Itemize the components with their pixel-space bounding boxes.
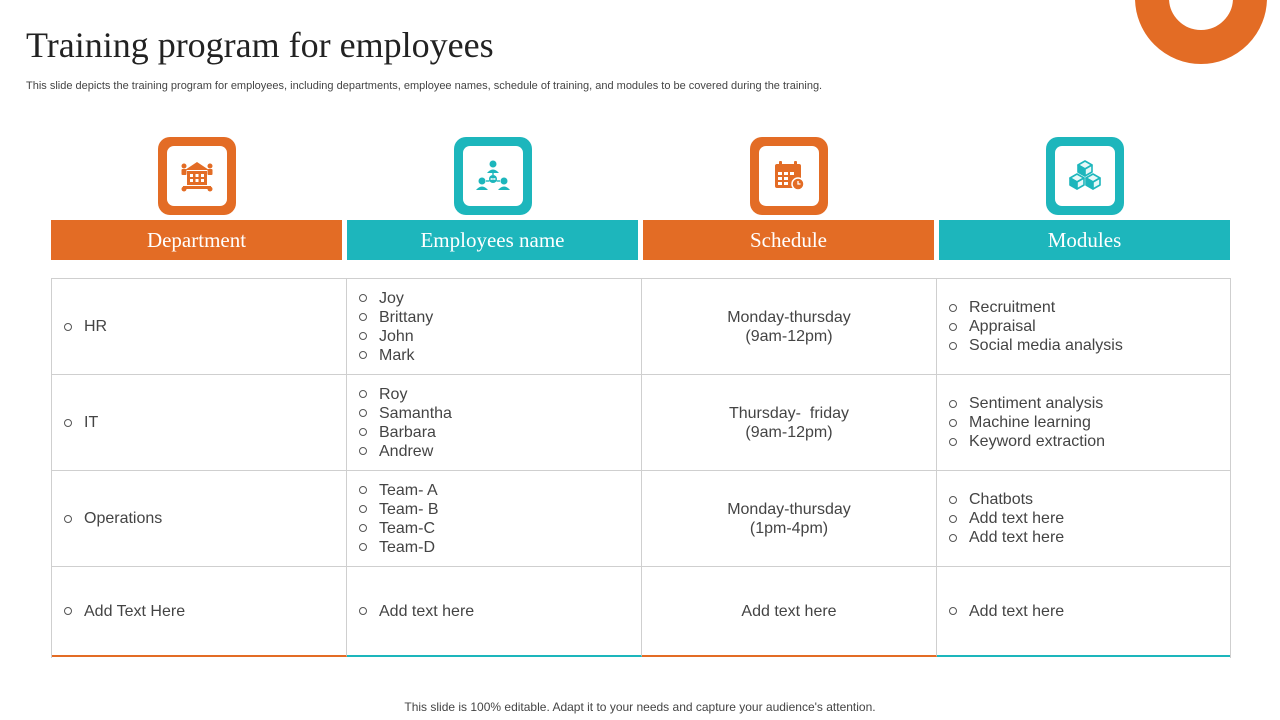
list-item: Joy <box>357 289 641 308</box>
cell-modules <box>937 567 1230 657</box>
list-item: Mark <box>357 346 641 365</box>
list-item: Add text here <box>947 509 1230 528</box>
schedule-days: Thursday- friday <box>728 404 850 422</box>
list-item: Team- B <box>357 500 641 519</box>
cell-modules <box>937 279 1230 375</box>
list-item: Team-D <box>357 538 641 557</box>
cell-employees <box>347 375 642 471</box>
list-item: HR <box>62 317 346 336</box>
list-item: Add text here <box>947 528 1230 547</box>
cubes-icon <box>1065 156 1105 196</box>
list-item: Social media analysis <box>947 336 1230 355</box>
list-item: Keyword extraction <box>947 432 1230 451</box>
calendar-clock-icon <box>769 156 809 196</box>
schedule-hours: (9am-12pm) <box>745 423 833 441</box>
schedule-hours: (1pm-4pm) <box>749 519 829 537</box>
team-network-icon <box>473 156 513 196</box>
list-item: Samantha <box>357 404 641 423</box>
list-item: Operations <box>62 509 346 528</box>
list-item: Appraisal <box>947 317 1230 336</box>
list-item: Brittany <box>357 308 641 327</box>
header-employees-name: Employees name <box>347 220 638 260</box>
modules-icon-tile <box>1046 137 1124 215</box>
cell-schedule <box>642 567 937 657</box>
schedule-days: Monday-thursday <box>727 500 851 518</box>
schedule-days: Monday-thursday <box>727 308 851 326</box>
list-item: Add text here <box>357 602 641 621</box>
training-table <box>51 278 1231 658</box>
cell-employees <box>347 471 642 567</box>
cell-department <box>52 471 347 567</box>
cell-department <box>52 279 347 375</box>
page-title: Training program for employees <box>26 25 494 65</box>
schedule-hours: (9am-12pm) <box>745 327 833 345</box>
list-item: Machine learning <box>947 413 1230 432</box>
list-item: Add Text Here <box>62 602 346 621</box>
cell-modules <box>937 471 1230 567</box>
cell-employees <box>347 279 642 375</box>
header-department: Department <box>51 220 342 260</box>
schedule-icon-tile <box>750 137 828 215</box>
cell-schedule <box>642 471 937 567</box>
department-icon-tile <box>158 137 236 215</box>
cell-department <box>52 375 347 471</box>
cell-modules <box>937 375 1230 471</box>
list-item: Team-C <box>357 519 641 538</box>
header-modules: Modules <box>939 220 1230 260</box>
list-item: Team- A <box>357 481 641 500</box>
footer-note: This slide is 100% editable. Adapt it to your needs and capture your audience's attention. <box>404 700 876 714</box>
list-item: Recruitment <box>947 298 1230 317</box>
cell-employees <box>347 567 642 657</box>
list-item: Sentiment analysis <box>947 394 1230 413</box>
decorative-ring <box>1135 0 1267 64</box>
cell-schedule <box>642 375 937 471</box>
cell-schedule <box>642 279 937 375</box>
list-item: Andrew <box>357 442 641 461</box>
list-item: Add text here <box>947 602 1230 621</box>
page-subtitle: This slide depicts the training program for employees, including departments, employee names, schedule of training, and modules to be covered during the training. <box>26 80 823 92</box>
header-schedule: Schedule <box>643 220 934 260</box>
employees-icon-tile <box>454 137 532 215</box>
list-item: John <box>357 327 641 346</box>
department-building-icon <box>177 156 217 196</box>
schedule-days: Add text here <box>741 602 837 620</box>
list-item: Barbara <box>357 423 641 442</box>
cell-department <box>52 567 347 657</box>
list-item: Roy <box>357 385 641 404</box>
list-item: Chatbots <box>947 490 1230 509</box>
list-item: IT <box>62 413 346 432</box>
